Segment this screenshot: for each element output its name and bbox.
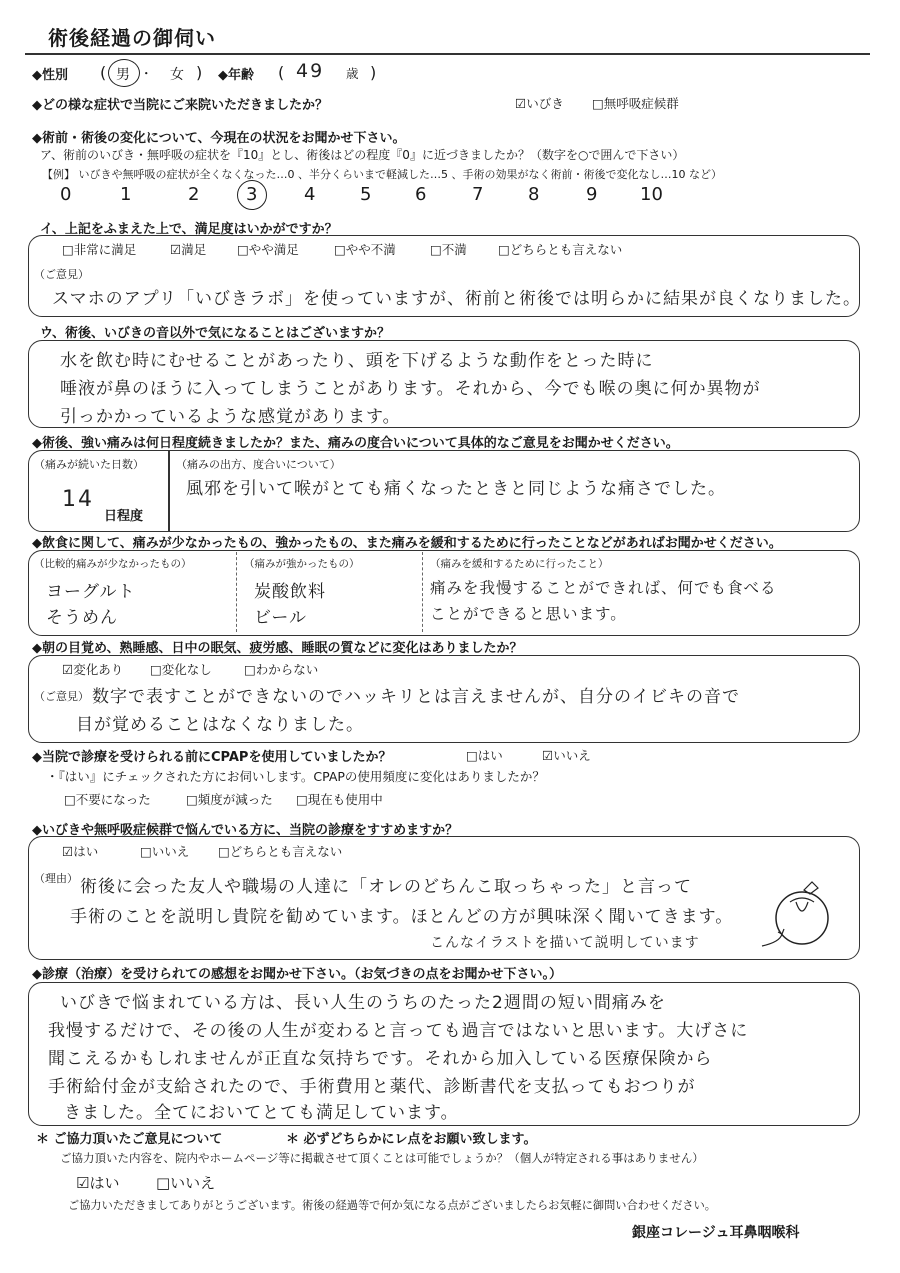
footer-opt-yes[interactable]: ☑はい — [76, 1174, 120, 1192]
close-paren: ) — [196, 63, 203, 82]
q3-opt-dissatisfied[interactable]: □不満 — [430, 242, 467, 257]
q4-line-2: 唾液が鼻のほうに入ってしまうことがあります。それから、今でも喉の奥に何か異物が — [60, 379, 761, 399]
q2-sub-a: ア、術前のいびき・無呼吸の症状を『10』とし、術後はどの程度『0』に近づきましたか？（数字を○で囲んで下さい） — [40, 148, 685, 162]
q8-opt-yes[interactable]: □はい — [466, 748, 503, 763]
q3-opt-very-satisfied[interactable]: □非常に満足 — [62, 242, 137, 257]
q3-opt-satisfied[interactable]: ☑満足 — [170, 242, 207, 257]
q10-heading: ◆診療（治療）を受けられての感想をお聞かせ下さい。（お気づきの点をお聞かせ下さい。） — [32, 967, 562, 982]
q3-opt-neither[interactable]: □どちらとも言えない — [498, 242, 623, 257]
q9-heading: ◆いびきや無呼吸症候群で悩んでいる方に、当院の診療をすすめますか？ — [32, 823, 459, 838]
q6-col1-item-2: そうめん — [46, 608, 118, 628]
q7-opt-no-change[interactable]: □変化なし — [150, 662, 212, 677]
scale-3-circle — [237, 180, 267, 210]
q1-option-apnea[interactable]: □無呼吸症候群 — [592, 96, 679, 111]
q8-heading: ◆当院で診療を受けられる前にCPAPを使用していましたか？ — [32, 750, 392, 765]
q2-example: 【例】 いびきや無呼吸の症状が全くなくなった…0 、半分くらいまで軽減した…5 、手術の効果がなく術前・術後で変化なし…10 など） — [42, 168, 722, 181]
q7-line-1: 数字で表すことができないのでハッキリとは言えませんが、自分のイビキの音で — [92, 687, 740, 707]
q3-opinion: スマホのアプリ「いびきラボ」を使っていますが、術前と術後では明らかに結果が良くなりました。 — [52, 289, 861, 309]
q3-opinion-label: （ご意見） — [34, 268, 89, 281]
q8-sub: ・『はい』にチェックされた方にお伺いします。CPAPの使用頻度に変化はありましたか？ — [46, 769, 545, 784]
q9-note: こんなイラストを描いて説明しています — [430, 935, 700, 951]
scale-5[interactable]: 5 — [360, 184, 372, 205]
page-title: 術後経過の御伺い — [48, 26, 216, 50]
q8-sub-opt-unneeded[interactable]: □不要になった — [64, 792, 151, 807]
q8-opt-no[interactable]: ☑いいえ — [542, 748, 591, 763]
q5-detail: 風邪を引いて喉がとても痛くなったときと同じような痛さでした。 — [186, 479, 726, 499]
q5-detail-label: （痛みの出方、度合いについて） — [176, 458, 341, 471]
footer-note-1: ＊ ご協力頂いたご意見について — [36, 1132, 223, 1147]
uvula-illustration — [760, 880, 840, 950]
q7-line-2: 目が覚めることはなくなりました。 — [76, 715, 364, 735]
q6-divider-2 — [422, 552, 423, 632]
q5-heading: ◆術後、強い痛みは何日程度続きましたか？また、痛みの度合いについて具体的なご意見をお聞かせください。 — [32, 436, 679, 451]
footer-note-2: ＊ 必ずどちらかにレ点をお願い致します。 — [286, 1132, 537, 1147]
footer-opt-no[interactable]: □いいえ — [156, 1174, 216, 1192]
sex-male: 男 — [116, 67, 130, 83]
age-open: ( — [278, 63, 285, 82]
q4-heading: ウ、術後、いびきの音以外で気になることはございますか？ — [40, 326, 390, 341]
clinic-name: 銀座コレージュ耳鼻咽喉科 — [632, 1225, 800, 1241]
age-unit: 歳 — [346, 66, 359, 81]
sex-dot: ・ — [140, 66, 153, 81]
q10-line-2: 我慢するだけで、その後の人生が変わると言っても過言ではないと思います。大げさに — [48, 1021, 749, 1041]
footer-question: ご協力頂いた内容を、院内やホームページ等に掲載させて頂くことは可能でしょうか？（個人が特定される事はありません） — [60, 1151, 704, 1165]
q2-heading: ◆術前・術後の変化について、今現在の状況をお聞かせ下さい。 — [32, 131, 406, 146]
q10-line-1: いびきで悩まれている方は、長い人生のうちのたった2週間の短い間痛みを — [60, 993, 666, 1013]
q9-opt-neither[interactable]: □どちらとも言えない — [218, 844, 343, 859]
q6-col2-item-2: ビール — [254, 608, 307, 628]
q6-col1-item-1: ヨーグルト — [46, 582, 136, 602]
q7-opt-changed[interactable]: ☑変化あり — [62, 662, 124, 677]
age-value: 49 — [296, 60, 325, 82]
q1-question: ◆どの様な症状で当院にご来院いただきましたか？ — [32, 98, 328, 113]
q5-days-unit: 日程度 — [104, 509, 144, 524]
q6-divider-1 — [236, 552, 237, 632]
q10-line-5: きました。全てにおいてとても満足しています。 — [64, 1103, 459, 1123]
q3-opt-somewhat-dissatisfied[interactable]: □やや不満 — [334, 242, 396, 257]
sex-female: 女 — [170, 67, 184, 83]
q6-heading: ◆飲食に関して、痛みが少なかったもの、強かったもの、また痛みを緩和するために行ったことなどがあればお聞かせください。 — [32, 536, 782, 551]
q8-sub-opt-reduced[interactable]: □頻度が減った — [186, 792, 273, 807]
q9-reason-label: （理由） — [34, 872, 78, 885]
age-label: ◆年齢 — [218, 68, 254, 83]
q3-opt-somewhat-satisfied[interactable]: □やや満足 — [237, 242, 299, 257]
sex-label: ◆性別 — [32, 68, 68, 83]
q4-line-3: 引っかかっているような感覚があります。 — [60, 407, 401, 427]
q9-opt-yes[interactable]: ☑はい — [62, 844, 99, 859]
q6-col2-label: （痛みが強かったもの） — [244, 558, 360, 570]
scale-6[interactable]: 6 — [415, 184, 427, 205]
title-underline — [25, 53, 870, 55]
scale-4[interactable]: 4 — [304, 184, 316, 205]
age-close: ) — [370, 63, 377, 82]
q7-opinion-label: （ご意見） — [34, 690, 89, 703]
q6-col2-item-1: 炭酸飲料 — [254, 582, 326, 602]
q7-opt-unknown[interactable]: □わからない — [244, 662, 319, 677]
q9-opt-no[interactable]: □いいえ — [140, 844, 190, 859]
scale-0[interactable]: 0 — [60, 184, 72, 205]
scale-3[interactable]: 3 — [246, 184, 258, 205]
footer-thanks: ご協力いただきましてありがとうございます。術後の経過等で何か気になる点がございましたらお気軽に御問い合わせください。 — [68, 1199, 716, 1212]
scale-2[interactable]: 2 — [188, 184, 200, 205]
scale-row — [60, 184, 700, 214]
q4-line-1: 水を飲む時にむせることがあったり、頭を下げるような動作をとった時に — [60, 351, 654, 371]
scale-7[interactable]: 7 — [472, 184, 484, 205]
scale-8[interactable]: 8 — [528, 184, 540, 205]
q3-heading: イ、上記をふまえた上で、満足度はいかがですか？ — [40, 222, 338, 237]
q10-line-4: 手術給付金が支給されたので、手術費用と薬代、診断書代を支払ってもおつりが — [48, 1077, 696, 1097]
q1-option-snore[interactable]: ☑いびき — [515, 96, 564, 111]
q9-line-1: 術後に会った友人や職場の人達に「オレのどちんこ取っちゃった」と言って — [80, 877, 692, 897]
q9-line-2: 手術のことを説明し貴院を勧めています。ほとんどの方が興味深く聞いてきます。 — [70, 907, 734, 927]
male-circle — [108, 59, 140, 87]
open-paren: ( — [100, 63, 107, 82]
q7-heading: ◆朝の目覚め、熟睡感、日中の眠気、疲労感、睡眠の質などに変化はありましたか？ — [32, 641, 523, 656]
q6-col3-line-2: ことができると思います。 — [430, 605, 627, 623]
q8-sub-opt-still-using[interactable]: □現在も使用中 — [296, 792, 383, 807]
q6-col3-label: （痛みを緩和するために行ったこと） — [430, 558, 609, 570]
q6-col3-line-1: 痛みを我慢することができれば、何でも食べる — [430, 579, 777, 597]
scale-9[interactable]: 9 — [586, 184, 598, 205]
scale-10[interactable]: 10 — [640, 184, 663, 205]
q10-line-3: 聞こえるかもしれませんが正直な気持ちです。それから加入している医療保険から — [48, 1049, 713, 1069]
q6-col1-label: （比較的痛みが少なかったもの） — [34, 558, 192, 570]
q5-days-label: （痛みが続いた日数） — [34, 458, 144, 471]
q5-days-value: 14 — [62, 487, 94, 512]
scale-1[interactable]: 1 — [120, 184, 132, 205]
